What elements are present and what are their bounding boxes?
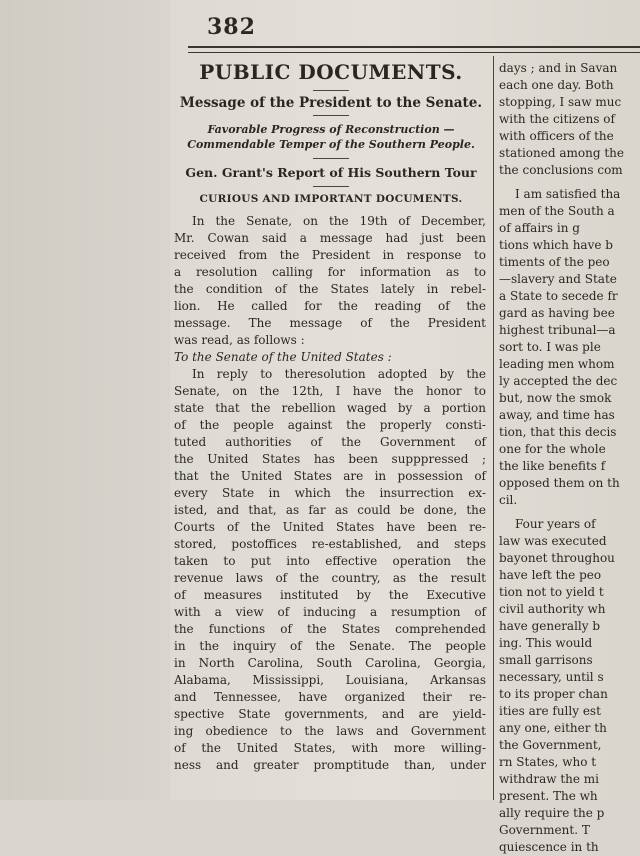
left-column <box>172 56 490 800</box>
text-line: stored, postoffices re-established, and steps <box>174 537 486 551</box>
text-line: tions which have b <box>499 238 613 252</box>
text-line: ities are fully est <box>499 704 601 718</box>
text-line: ally require the p <box>499 806 605 820</box>
article-subtitle: Favorable Progress of Reconstruction —Commendable Temper of the Southern People. <box>187 123 475 151</box>
text-line: have left the peo <box>499 568 602 582</box>
column-rule <box>493 56 494 800</box>
text-line: Four years of <box>515 517 596 531</box>
text-line: away, and time has <box>499 408 615 422</box>
text-line: with officers of the <box>499 129 614 143</box>
right-paragraph-3 <box>499 516 640 856</box>
text-line: isted, and that, as far as could be done, the <box>174 503 486 517</box>
section-heading: PUBLIC DOCUMENTS. <box>199 60 463 84</box>
text-line: ness and greater promptitude than, under <box>174 758 486 772</box>
text-line: quiescence in th <box>499 840 599 854</box>
divider <box>313 115 349 116</box>
text-line: that the United States are in possession of <box>174 469 486 483</box>
text-line: the United States has been supppressed ; <box>174 452 486 466</box>
right-column <box>499 60 640 854</box>
text-line: to its proper chan <box>499 687 608 701</box>
text-line: the functions of the States comprehended <box>174 622 486 636</box>
text-line: taken to put into effective operation the <box>174 554 486 568</box>
salutation: To the Senate of the United States : <box>174 350 392 364</box>
text-line: highest tribunal—a <box>499 323 616 337</box>
text-line: law was executed <box>499 534 607 548</box>
text-line: and Tennessee, have organized their re- <box>174 690 486 704</box>
text-line: tion, that this decis <box>499 425 617 439</box>
divider <box>313 90 349 91</box>
text-line: withdraw the mi <box>499 772 600 786</box>
text-line: each one day. Both <box>499 78 614 92</box>
text-line: with a view of inducing a resumption of <box>174 605 486 619</box>
right-paragraph-1 <box>499 60 640 179</box>
text-line: Government. T <box>499 823 590 837</box>
page-margin-shadow <box>0 0 170 800</box>
text-line: ing obedience to the laws and Government <box>174 724 486 738</box>
text-line: civil authority wh <box>499 602 606 616</box>
text-line: small garrisons <box>499 653 593 667</box>
text-line: timents of the peo <box>499 255 610 269</box>
text-line: in North Carolina, South Carolina, Georgia, <box>174 656 486 670</box>
text-line: any one, either th <box>499 721 607 735</box>
text-line: necessary, until s <box>499 670 604 684</box>
article-title: Message of the President to the Senate. <box>179 95 483 111</box>
message-paragraph <box>172 366 490 774</box>
text-line: ly accepted the dec <box>499 374 618 388</box>
text-line: leading men whom <box>499 357 615 371</box>
text-line: state that the rebellion waged by a portion <box>174 401 486 415</box>
divider <box>313 186 349 187</box>
text-line: of the United States, with more willing- <box>174 741 486 755</box>
text-line: of measures instituted by the Executive <box>174 588 486 602</box>
text-line: stationed among the <box>499 146 624 160</box>
text-line: tion not to yield t <box>499 585 604 599</box>
curious-documents-heading: CURIOUS AND IMPORTANT DOCUMENTS. <box>199 193 463 205</box>
text-line: tuted authorities of the Government of <box>174 435 486 449</box>
text-line: a resolution calling for information as to <box>174 265 486 279</box>
intro-paragraph <box>172 213 490 349</box>
text-line: cil. <box>499 493 518 507</box>
text-line: present. The wh <box>499 789 598 803</box>
text-line: stopping, I saw muc <box>499 95 622 109</box>
text-line: Senate, on the 12th, I have the honor to <box>174 384 486 398</box>
text-line: the Government, <box>499 738 602 752</box>
right-paragraph-2 <box>499 186 640 509</box>
page-number: 382 <box>207 14 256 40</box>
text-line: have generally b <box>499 619 601 633</box>
text-line: Courts of the United States have been re- <box>174 520 486 534</box>
text-line: In reply to theresolution adopted by the <box>192 367 486 381</box>
text-line: with the citizens of <box>499 112 615 126</box>
text-line: ing. This would <box>499 636 593 650</box>
text-line: received from the President in response to <box>174 248 486 262</box>
text-line: Alabama, Mississippi, Louisiana, Arkansas <box>174 673 486 687</box>
text-line: lion. He called for the reading of the <box>174 299 486 313</box>
text-line: the condition of the States lately in rebel- <box>174 282 486 296</box>
text-line: the like benefits f <box>499 459 606 473</box>
text-line: of the people against the properly consti- <box>174 418 486 432</box>
text-line: opposed them on th <box>499 476 620 490</box>
text-line: one for the whole <box>499 442 606 456</box>
text-line: message. The message of the President <box>174 316 486 330</box>
text-line: the conclusions com <box>499 163 623 177</box>
text-line: a State to secede fr <box>499 289 618 303</box>
text-line: of affairs in g <box>499 221 580 235</box>
text-line: —slavery and State <box>499 272 617 286</box>
text-line: Mr. Cowan said a message had just been <box>174 231 486 245</box>
header-rule <box>188 46 640 53</box>
grant-report-heading: Gen. Grant's Report of His Southern Tour <box>185 165 477 180</box>
divider <box>313 158 349 159</box>
text-line: In the Senate, on the 19th of December, <box>192 214 486 228</box>
text-line: in the inquiry of the Senate. The people <box>174 639 486 653</box>
text-line: I am satisfied tha <box>515 187 621 201</box>
text-line: rn States, who t <box>499 755 597 769</box>
text-line: gard as having bee <box>499 306 615 320</box>
text-line: but, now the smok <box>499 391 612 405</box>
text-line: every State in which the insurrection ex- <box>174 486 486 500</box>
text-line: days ; and in Savan <box>499 61 618 75</box>
text-line: bayonet throughou <box>499 551 615 565</box>
text-line: was read, as follows : <box>174 333 305 347</box>
text-line: spective State governments, and are yield- <box>174 707 486 721</box>
text-line: men of the South a <box>499 204 615 218</box>
text-line: revenue laws of the country, as the result <box>174 571 486 585</box>
text-line: sort to. I was ple <box>499 340 601 354</box>
